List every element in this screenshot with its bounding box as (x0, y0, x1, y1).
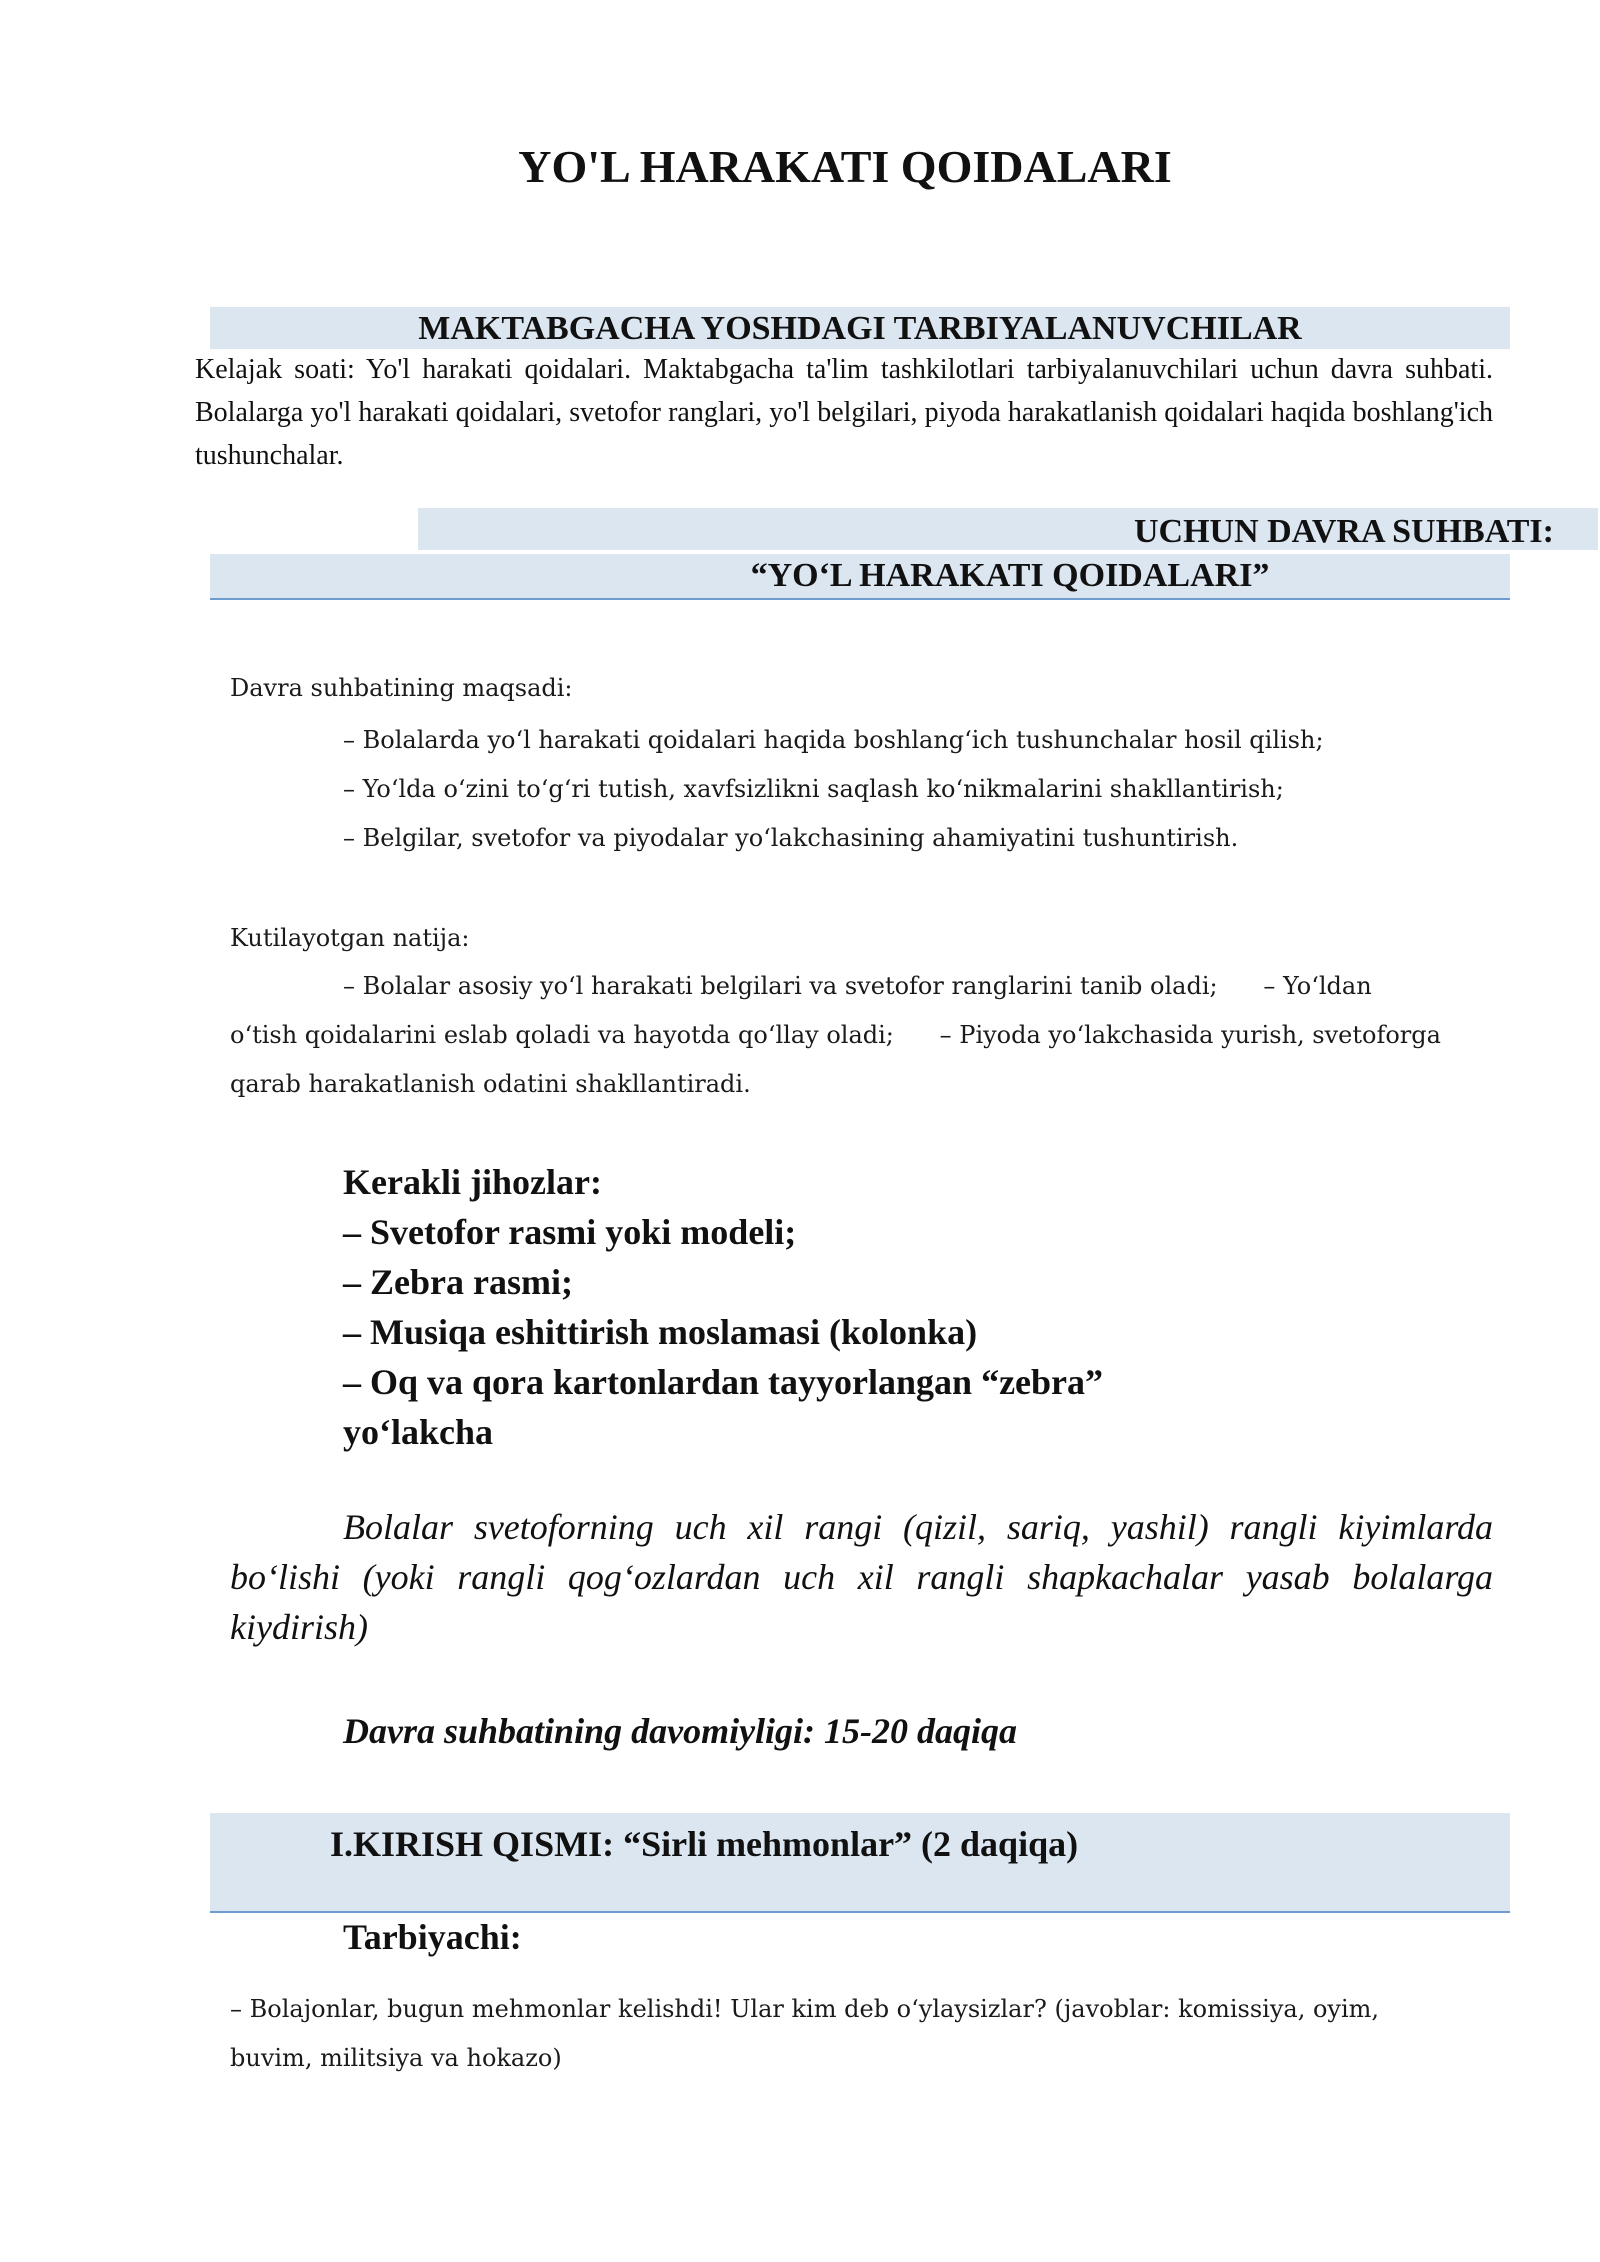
purpose-item: – Bolalarda yo‘l harakati qoidalari haqida boshlang‘ich tushunchalar hosil qilish; (343, 726, 1324, 754)
intro-paragraph: Kelajak soati: Yo'l harakati qoidalari. Maktabgacha ta'lim tashkilotlari tarbiyalanuvchilari uchun davra suhbati. Bolalarga yo'l harakati qoidalari, svetofor ranglari, yo'l belgilari, piyoda harakatlanish qoidalari haqida boshlang'ich tushunchalar. (195, 354, 1493, 471)
costume-paragraph: Bolalar svetoforning uch xil rangi (qizil, sariq, yashil) rangli kiyimlarda bo‘lishi (yoki rangli qog‘ozlardan uch xil rangli shapkachalar yasab bolalarga kiydirish) (230, 1507, 1493, 1647)
section-band-format (418, 508, 1598, 550)
results-paragraph (230, 962, 1445, 1109)
dialog-paragraph: – Bolajonlar, bugun mehmonlar kelishdi! Ular kim deb o‘ylaysizlar? (javoblar: komissiya, oyim, buvim, militsiya va hokazo) (230, 1995, 1380, 2072)
section-band-topic-text: “YO‘L HARAKATI QOIDALARI” (750, 557, 1270, 594)
equipment-heading: Kerakli jihozlar: (343, 1162, 602, 1202)
purpose-list (343, 716, 1324, 863)
equipment-item: – Zebra rasmi; (343, 1262, 573, 1302)
purpose-item: – Yo‘lda o‘zini to‘g‘ri tutish, xavfsizlikni saqlash ko‘nikmalarini shakllantirish; (343, 775, 1284, 803)
equipment-item: – Musiqa eshittirish moslamasi (kolonka) (343, 1312, 978, 1352)
section-band-intro-part (210, 1813, 1510, 1913)
page-title: YO'L HARAKATI QOIDALARI (518, 141, 1172, 192)
section-band-audience-text: MAKTABGACHA YOSHDAGI TARBIYALANUVCHILAR (418, 310, 1302, 347)
section-band-format-text: UCHUN DAVRA SUHBATI: (1133, 513, 1554, 550)
results-label: Kutilayotgan natija: (230, 924, 470, 952)
section-band-audience (210, 307, 1510, 349)
equipment-list (343, 1157, 1243, 1457)
equipment-item: – Svetofor rasmi yoki modeli; (343, 1212, 797, 1252)
purpose-label: Davra suhbatining maqsadi: (230, 674, 573, 702)
purpose-item: – Belgilar, svetofor va piyodalar yo‘lakchasining ahamiyatini tushuntirish. (343, 824, 1239, 852)
section-band-intro-part-text: I.KIRISH QISMI: “Sirli mehmonlar” (2 daqiqa) (330, 1824, 1079, 1864)
duration-line: Davra suhbatining davomiyligi: 15-20 daqiqa (343, 1711, 1018, 1751)
result-item: – Yo‘ldan o‘tish qoidalarini eslab qoladi va hayotda qo‘llay oladi; (230, 972, 1372, 1049)
result-item: – Bolalar asosiy yo‘l harakati belgilari va svetofor ranglarini tanib oladi; (343, 972, 1218, 1000)
equipment-item: – Oq va qora kartonlardan tayyorlangan “zebra” yo‘lakcha (343, 1362, 1104, 1452)
section-band-topic (210, 554, 1510, 600)
result-item: – Piyoda yo‘lakchasida yurish, svetoforga qarab harakatlanish odatini shakllantiradi. (230, 1021, 1441, 1098)
teacher-label: Tarbiyachi: (343, 1917, 522, 1957)
